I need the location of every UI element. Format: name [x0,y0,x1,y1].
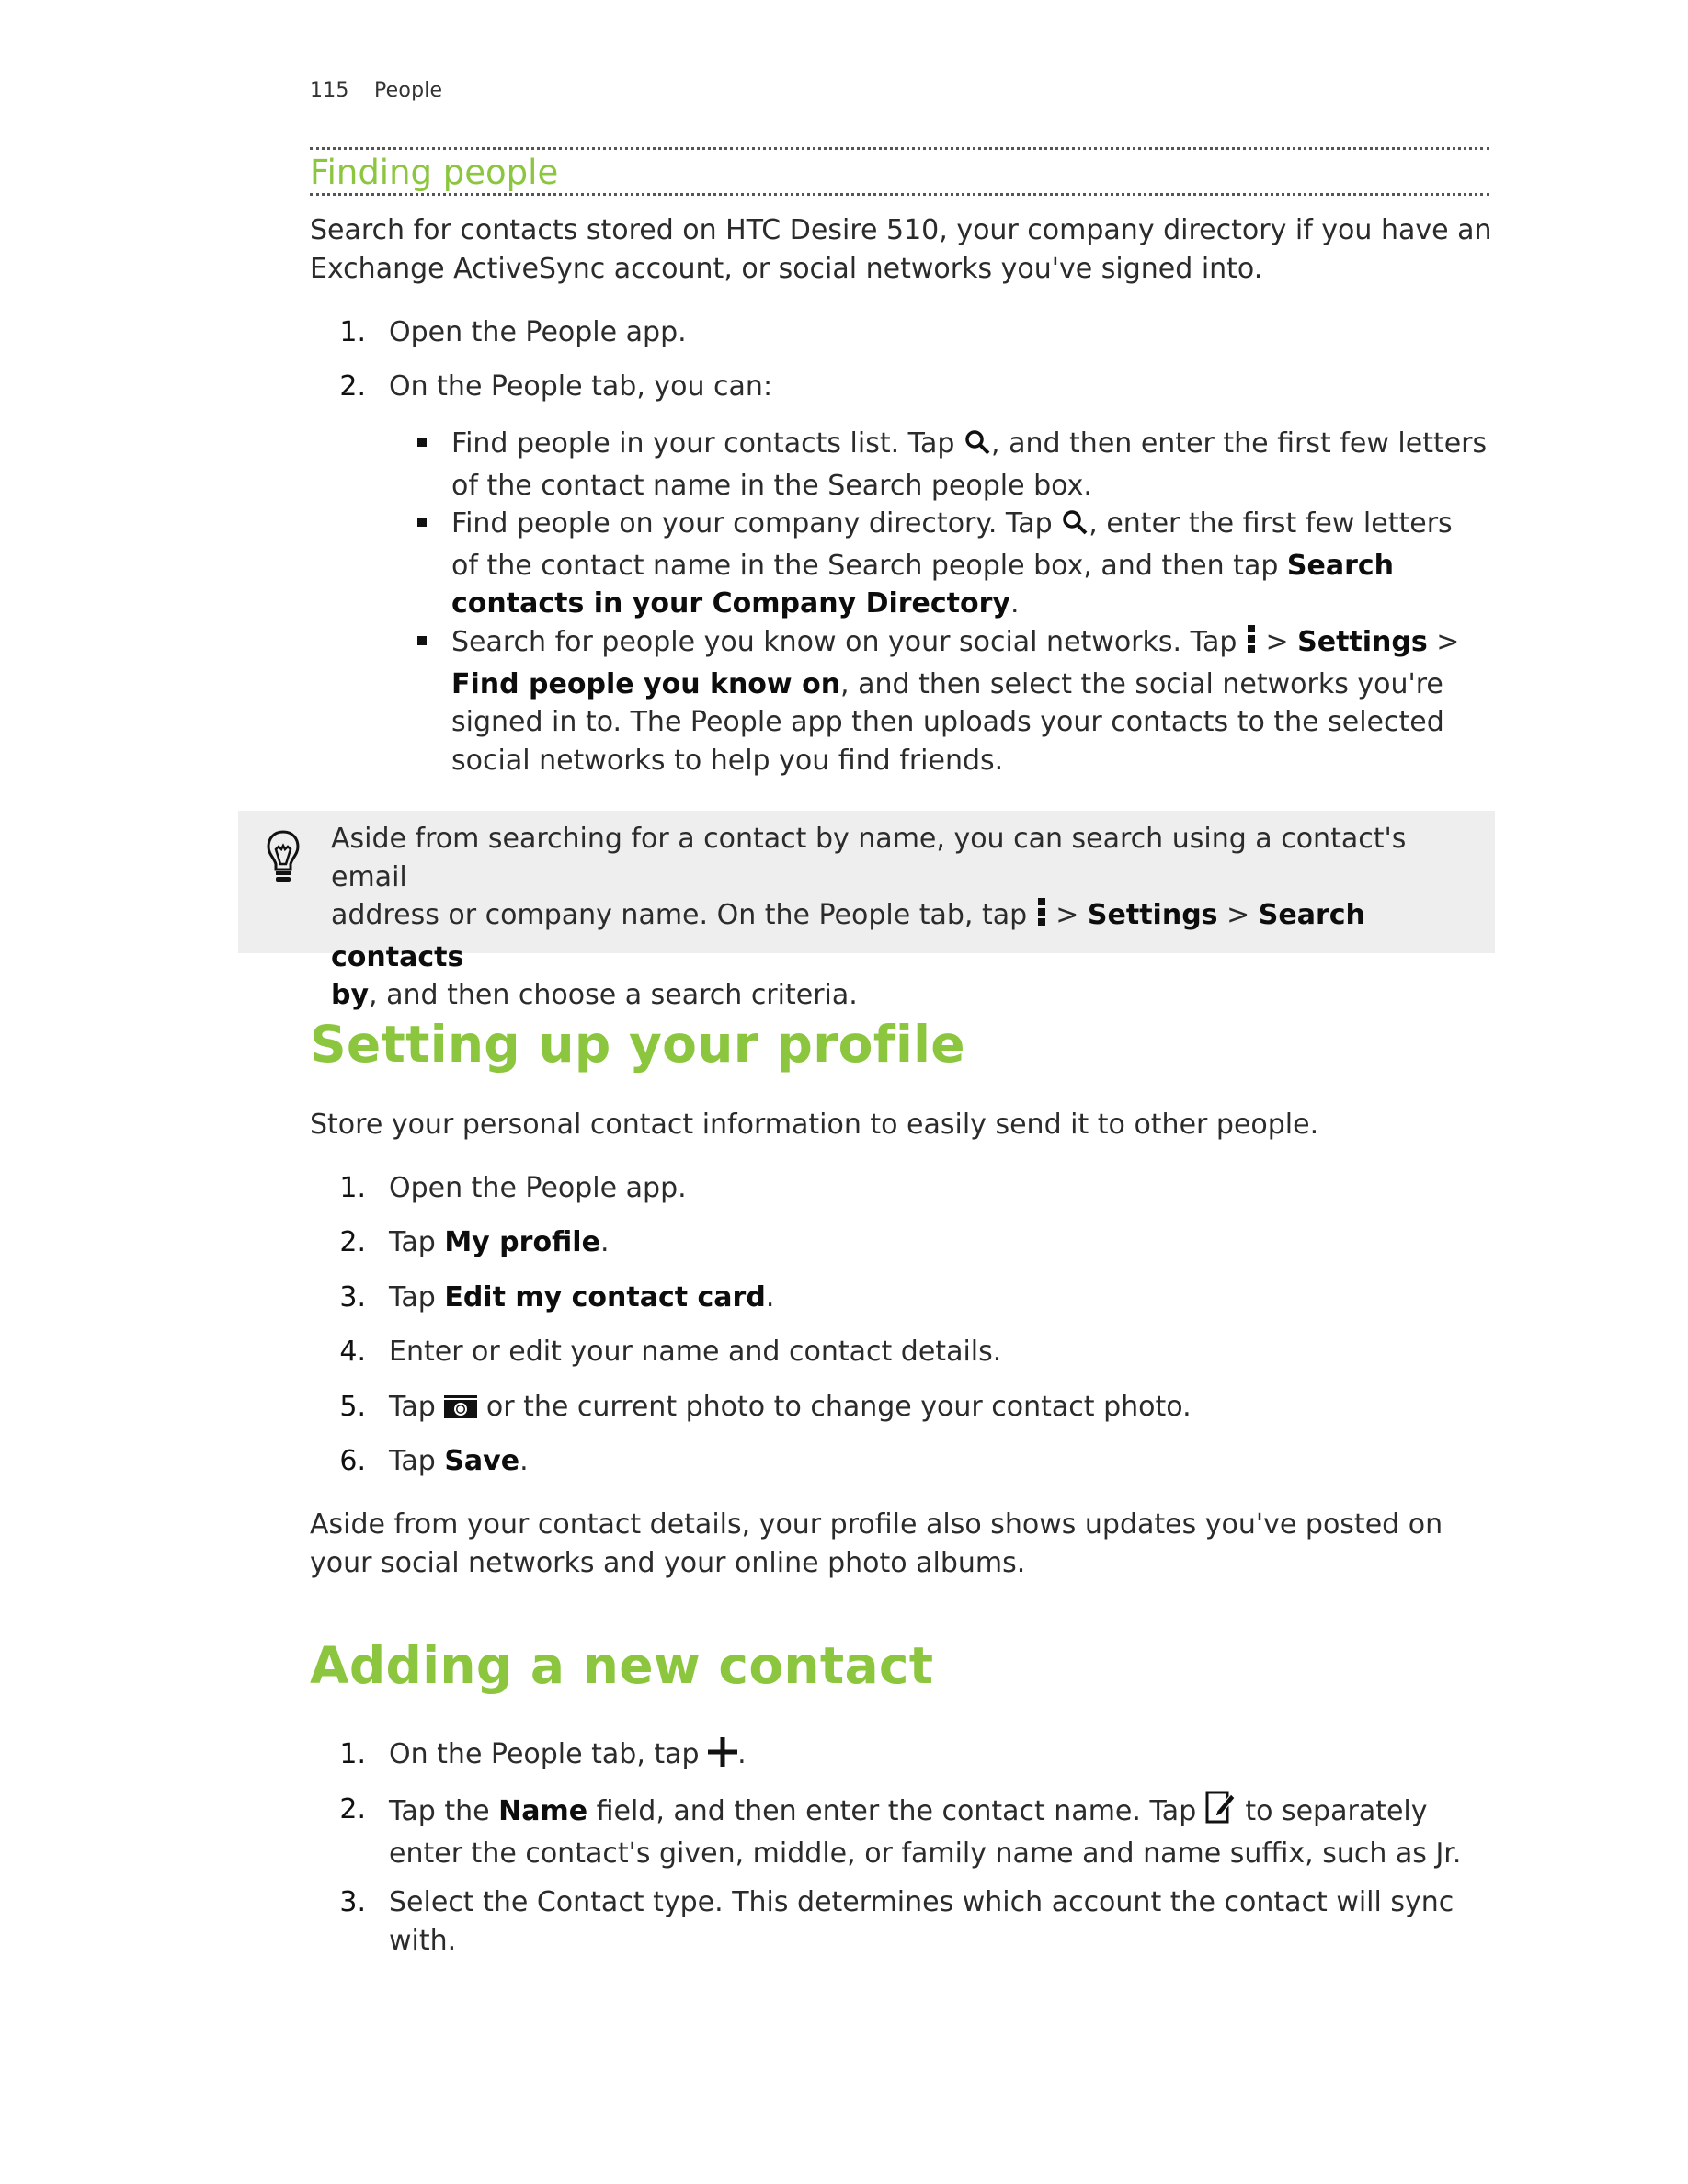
finding-intro: Search for contacts stored on HTC Desire 510, your company directory if you have an Exchange ActiveSync account, or social networks you've signed into. [310,214,1492,285]
profile-intro: Store your personal contact information to easily send it to other people. [310,1109,1319,1141]
running-header [310,79,442,102]
manual-page: 115 People Finding people Search for contacts stored on HTC Desire 510, your company directory if you have an Exchange ActiveSync account, or social networks you've signed into. 1. Open the People app. 2. On the People tab, you can: Find people in your contacts list. Tap , and then enter the first few letters of the contact name in the Search people box. Find people on your company directory. Tap , enter the first few letters of the contact name in the Search people box, and then tap Search contacts in your Company Directory. Search for people you know on your social networks. Tap > Settings > Find people you know on, and then select the social networks you're signed in to. The People app then uploads your contacts to the selected social networks to help you find friends. Aside from searching for a contact by name, you can search using a contact's email address or company name. On the People tab, tap > Settings > Search contacts by, and then choose a search criteria. Setting up your profile Store your personal contact information to easily send it to other people. 1. Open the People app. 2. Tap My profile. 3. Tap Edit my contact card. 4. Enter or edit your name and contact details. 5. Tap or the current photo to change your contact photo. 6. Tap Save. Aside from your contact details, your profile also shows updates you've posted on your social networks and your online photo albums. Adding a new contact 1. On the People tab, tap . 2. Tap the Name field, and then enter the contact name. Tap to separately enter the contact's given, middle, or family name and name suffix, such as Jr. 3. Select the Contact type. This determines which account the contact will sync with. [0,0,1688,2184]
bullet-marker [417,636,427,645]
page-number: 115 [310,79,349,102]
more-vertical-icon [1246,625,1257,665]
edit-icon [1205,1791,1237,1835]
heading-setting-up-profile: Setting up your profile [310,1015,965,1074]
divider-top [310,147,1489,150]
bullet-marker [417,518,427,527]
tip-box [238,811,1495,1011]
divider-bottom [310,193,1489,196]
more-vertical-icon [1036,898,1047,938]
search-icon [964,428,991,467]
heading-adding-new-contact: Adding a new contact [310,1636,934,1695]
plus-icon [708,1737,737,1778]
chapter-name: People [374,79,443,102]
tip-text: Aside from searching for a contact by name, you can search using a contact's email address or company name. On the People tab, tap > Settings > Search contacts by, and then choose a search criteria. [331,823,1407,1011]
profile-outro: Aside from your contact details, your profile also shows updates you've posted on your social networks and your online photo albums. [310,1508,1443,1579]
bullet-marker [417,438,427,447]
heading-finding-people: Finding people [310,153,559,192]
camera-icon [444,1392,477,1430]
lightbulb-icon [266,829,301,890]
search-icon [1061,508,1089,547]
